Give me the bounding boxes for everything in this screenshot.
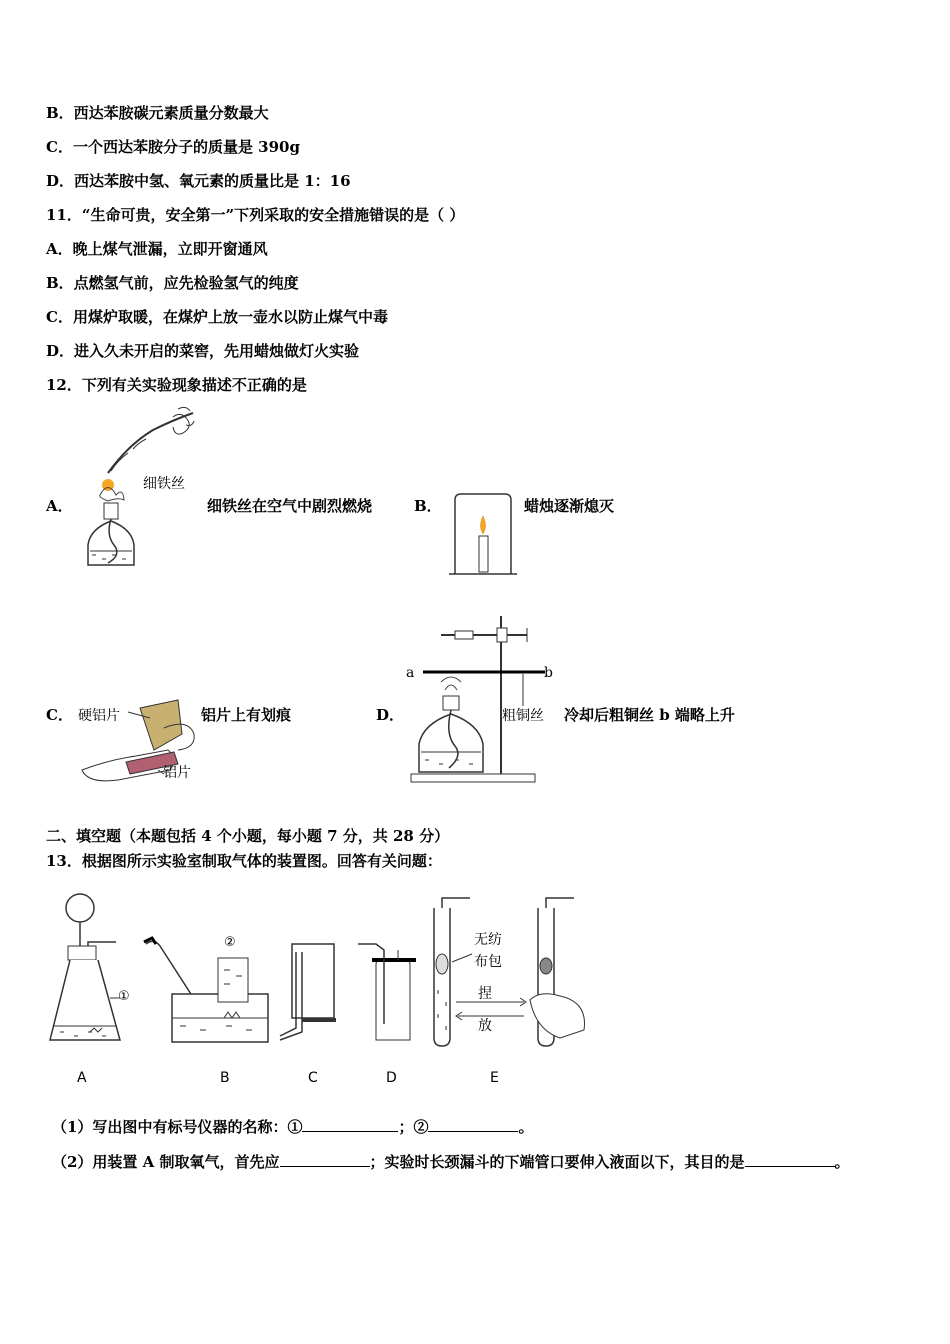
q10-option-b: B．西达苯胺碳元素质量分数最大 bbox=[46, 104, 269, 122]
wire-end-b-label: b bbox=[544, 665, 553, 681]
q13-p1-prefix: （1）写出图中有标号仪器的名称：① bbox=[52, 1118, 303, 1136]
q12-c-text: 铝片上有划痕 bbox=[201, 706, 292, 724]
apparatus-e bbox=[434, 898, 585, 1046]
q12-b-letter: B． bbox=[414, 497, 442, 515]
wire-end-a-label: a bbox=[406, 665, 415, 681]
copper-wire-stand-figure bbox=[405, 614, 555, 786]
apparatus-c bbox=[280, 944, 336, 1040]
q13-part-1 bbox=[52, 1117, 533, 1137]
apparatus-d bbox=[358, 944, 416, 1040]
q13-p1-end: 。 bbox=[518, 1118, 534, 1136]
q13-part-2 bbox=[52, 1152, 850, 1172]
label-squeeze: 捏 bbox=[478, 986, 492, 1002]
q11-option-b: B．点燃氢气前，应先检验氢气的纯度 bbox=[46, 274, 299, 292]
candle-jar-figure bbox=[445, 490, 521, 578]
q13-p2-mid: ；实验时长颈漏斗的下端管口要伸入液面以下，其目的是 bbox=[369, 1153, 745, 1171]
label-release: 放 bbox=[478, 1018, 492, 1034]
q11-option-c: C．用煤炉取暖，在煤炉上放一壶水以防止煤气中毒 bbox=[46, 308, 388, 326]
apparatus-b bbox=[144, 938, 268, 1042]
q13-stem: 13．根据图所示实验室制取气体的装置图。回答有关问题： bbox=[46, 852, 442, 870]
thick-copper-wire-label: 粗铜丝 bbox=[502, 708, 544, 724]
q13-p2-prefix: （2）用装置 A 制取氧气，首先应 bbox=[52, 1153, 280, 1171]
q13-p1-sep: ；② bbox=[398, 1118, 429, 1136]
aluminum-sheet-label: 铝片 bbox=[163, 765, 191, 781]
label-cloth-1: 无纺 bbox=[474, 932, 502, 948]
q10-option-d: D．西达苯胺中氢、氧元素的质量比是 1：16 bbox=[46, 172, 351, 190]
answer-blank-1[interactable] bbox=[302, 1117, 398, 1132]
q12-a-text: 细铁丝在空气中剧烈燃烧 bbox=[207, 497, 373, 515]
answer-blank-4[interactable] bbox=[745, 1152, 835, 1167]
q12-d-letter: D． bbox=[376, 706, 405, 724]
q12-stem: 12．下列有关实验现象描述不正确的是 bbox=[46, 376, 307, 394]
apparatus-label-d: D bbox=[386, 1070, 397, 1086]
fine-iron-wire-label: 细铁丝 bbox=[143, 476, 185, 492]
apparatus-label-a: A bbox=[77, 1070, 87, 1086]
q13-p2-end: 。 bbox=[834, 1153, 850, 1171]
q12-b-text: 蜡烛逐渐熄灭 bbox=[524, 497, 615, 515]
section-2-heading: 二、填空题（本题包括 4 个小题，每小题 7 分，共 28 分） bbox=[46, 827, 450, 845]
q12-a-letter: A． bbox=[46, 497, 73, 515]
apparatus-a bbox=[50, 894, 120, 1040]
apparatus-label-e: E bbox=[490, 1070, 499, 1086]
label-circled-1: ① bbox=[118, 989, 130, 1004]
q12-d-text: 冷却后粗铜丝 b 端略上升 bbox=[564, 706, 735, 724]
answer-blank-3[interactable] bbox=[280, 1152, 370, 1167]
hard-aluminum-label: 硬铝片 bbox=[78, 708, 120, 724]
apparatus-label-b: B bbox=[220, 1070, 230, 1086]
q11-stem: 11．“生命可贵，安全第一”下列采取的安全措施错误的是（ ） bbox=[46, 206, 465, 224]
q11-option-d: D．进入久未开启的菜窖，先用蜡烛做灯火实验 bbox=[46, 342, 360, 360]
apparatus-label-c: C bbox=[308, 1070, 318, 1086]
gas-apparatus-figure bbox=[40, 890, 600, 1060]
q11-option-a: A．晚上煤气泄漏，立即开窗通风 bbox=[46, 240, 268, 258]
label-circled-2: ② bbox=[224, 935, 236, 950]
label-cloth-2: 布包 bbox=[474, 954, 502, 970]
answer-blank-2[interactable] bbox=[428, 1117, 518, 1132]
q10-option-c: C．一个西达苯胺分子的质量是 390g bbox=[46, 138, 300, 156]
q12-c-letter: C． bbox=[46, 706, 73, 724]
